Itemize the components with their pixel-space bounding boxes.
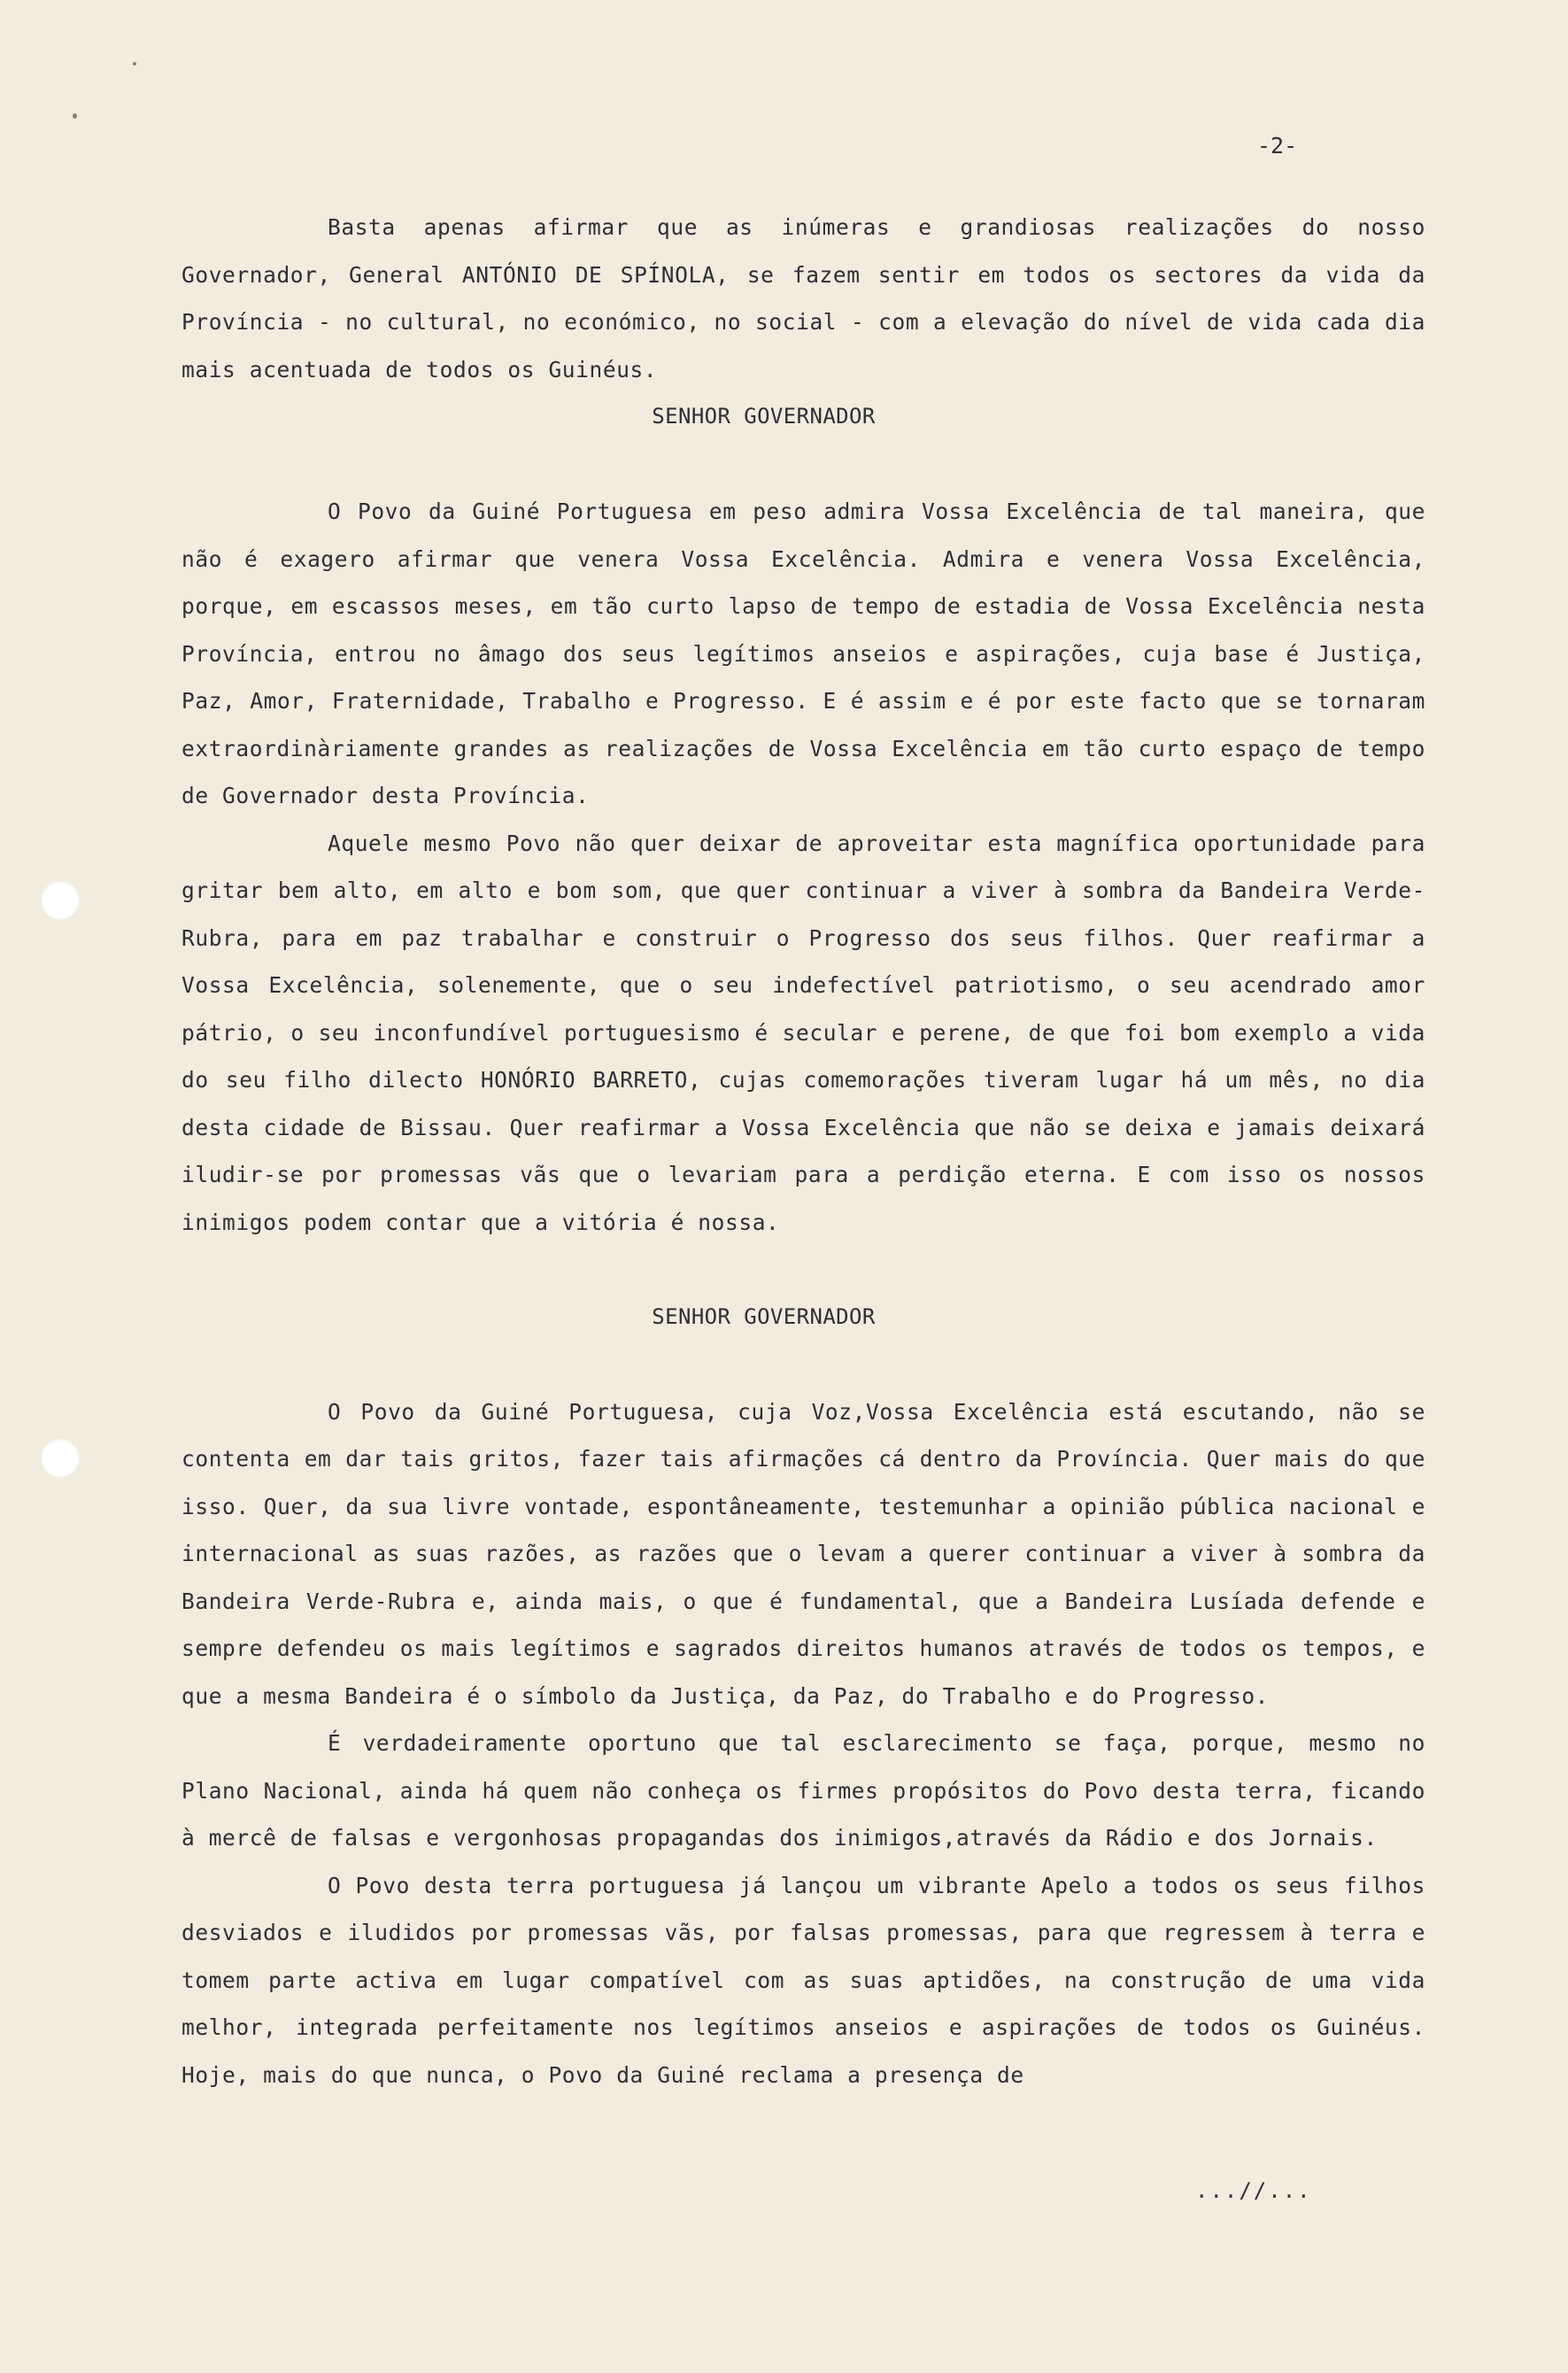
paragraph-6: O Povo desta terra portuguesa já lançou um vibrante Apelo a todos os seus filhos desviados e iludidos por promessas vãs, por falsas promessas, para que regressem à terra e tomem parte activa em lugar compatível com as suas aptidões, na construção de uma vida melhor, integrada perfeitamente nos legítimos anseios e aspirações de todos os Guinéus. Hoje, mais do que nunca, o Povo da Guiné reclama a presença de <box>182 1872 1425 2088</box>
spacer <box>182 1246 1425 1294</box>
letter-body <box>182 204 1425 2099</box>
punch-hole-upper <box>41 881 80 920</box>
paragraph-1: Basta apenas afirmar que as inúmeras e grandiosas realizações do nosso Governador, General ANTÓNIO DE SPÍNOLA, se fazem sentir em todos os sectores da vida da Província - no cultural, no económico, no social - com a elevação do nível de vida cada dia mais acentuada de todos os Guinéus. <box>182 214 1425 383</box>
punch-hole-lower <box>41 1439 80 1478</box>
page-number: -2- <box>1257 133 1298 158</box>
section-heading-2: SENHOR GOVERNADOR <box>652 1303 876 1329</box>
paragraph-5: É verdadeiramente oportuno que tal esclarecimento se faça, porque, mesmo no Plano Nacional, ainda há quem não conheça os firmes propósitos do Povo desta terra, ficando à mercê de falsas e vergonhosas propagandas dos inimigos,através da Rádio e dos Jornais. <box>182 1730 1425 1851</box>
continuation-mark: ...//... <box>1195 2178 1312 2203</box>
paragraph-3: Aquele mesmo Povo não quer deixar de aproveitar esta magnífica oportunidade para gritar bem alto, em alto e bom som, que quer continuar a viver à sombra da Bandeira Verde-Rubra, para em paz trabalhar e construir o Progresso dos seus filhos. Quer reafirmar a Vossa Excelência, solenemente, que o seu indefectível patriotismo, o seu acendrado amor pátrio, o seu inconfundível portuguesismo é secular e perene, de que foi bom exemplo a vida do seu filho dilecto HONÓRIO BARRETO, cujas comemorações tiveram lugar há um mês, no dia desta cidade de Bissau. Quer reafirmar a Vossa Excelência que não se deixa e jamais deixará iludir-se por promessas vãs que o levariam para a perdição eterna. E com isso os nossos inimigos podem contar que a vitória é nossa. <box>182 830 1425 1235</box>
paragraph-4: O Povo da Guiné Portuguesa, cuja Voz,Vossa Excelência está escutando, não se contenta em dar tais gritos, fazer tais afirmações cá dentro da Província. Quer mais do que isso. Quer, da sua livre vontade, espontâneamente, testemunhar a opinião pública nacional e internacional as suas razões, as razões que o levam a querer continuar a viver à sombra da Bandeira Verde-Rubra e, ainda mais, o que é fundamental, que a Bandeira Lusíada defende e sempre defendeu os mais legítimos e sagrados direitos humanos através de todos os tempos, e que a mesma Bandeira é o símbolo da Justiça, da Paz, do Trabalho e do Progresso. <box>182 1398 1425 1709</box>
paragraph-2: O Povo da Guiné Portuguesa em peso admira Vossa Excelência de tal maneira, que não é exagero afirmar que venera Vossa Excelência. Admira e venera Vossa Excelência, porque, em escassos meses, em tão curto lapso de tempo de estadia de Vossa Excelência nesta Província, entrou no âmago dos seus legítimos anseios e aspirações, cuja base é Justiça, Paz, Amor, Fraternidade, Trabalho e Progresso. E é assim e é por este facto que se tornaram extraordinàriamente grandes as realizações de Vossa Excelência em tão curto espaço de tempo de Governador desta Província. <box>182 499 1425 808</box>
section-heading-1: SENHOR GOVERNADOR <box>652 404 876 429</box>
paper-speck <box>73 113 77 119</box>
paper-speck <box>133 62 136 66</box>
